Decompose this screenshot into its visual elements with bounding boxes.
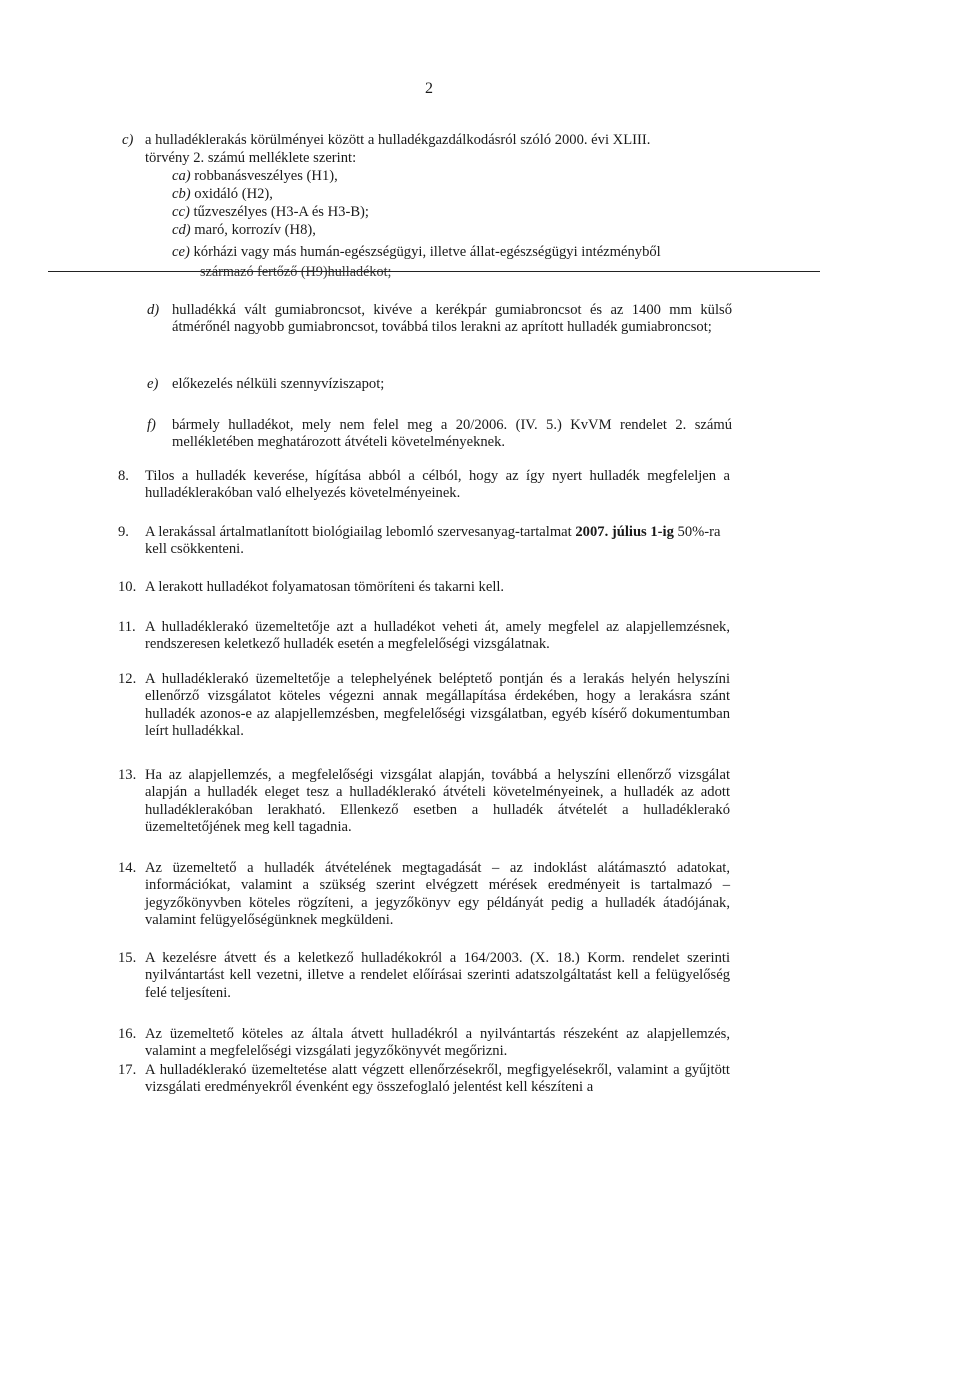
subitem-cc	[172, 204, 369, 221]
subitem-cd	[172, 222, 316, 239]
subitem-ce	[172, 244, 661, 261]
subitem-text: tűzveszélyes (H3-A és H3-B);	[193, 204, 369, 220]
point-number: 17.	[118, 1062, 137, 1078]
point-text-16: Az üzemeltető köteles az általa átvett hulladékról a nyilvántartás részeként az alapjellemzés, valamint a megfelelőségi vizsgálati jegyzőkönyvét megőrizni.	[145, 1026, 730, 1060]
item-e-text: előkezelés nélküli szennyvíziszapot;	[172, 376, 385, 392]
item-f-label: f)	[147, 417, 156, 433]
subitem-label: cb)	[172, 186, 191, 202]
point-text-11: A hulladéklerakó üzemeltetője azt a hulladékot veheti át, amely megfelel az alapjellemzésnek, rendszeresen keletkező hulladék esetén a megfelelőségi vizsgálatnak.	[145, 619, 730, 653]
point-9-part-a: A lerakással ártalmatlanított biológiailag lebomló szervesanyag-tartalmat	[145, 524, 576, 540]
point-text-12: A hulladéklerakó üzemeltetője a telephelyének beléptető pontján és a lerakás helyén helyszíni ellenőrző vizsgálatot köteles végezni annak megállapítása érdekében, hogy a lerakásra szánt hulladék azonos-e az alapjellemzésben, megfelelőségi vizsgálatban, egyéb kísérő dokumentumban leírt hulladékkal.	[145, 671, 730, 740]
point-number: 10.	[118, 579, 137, 595]
point-number: 16.	[118, 1026, 137, 1042]
item-d-text: hulladékká vált gumiabroncsot, kivéve a kerékpár gumiabroncsot és az 1400 mm külső átmérőnél nagyobb gumiabroncsot, továbbá tilos lerakni az aprított hulladék gumiabroncsot;	[172, 302, 732, 336]
item-c-line2: törvény 2. számú melléklete szerint:	[145, 150, 357, 166]
subitem-ca	[172, 168, 338, 185]
point-number: 12.	[118, 671, 137, 687]
subitem-label: ce)	[172, 244, 190, 260]
item-e-label: e)	[147, 376, 159, 392]
page-number: 2	[425, 80, 433, 97]
item-c-line1: a hulladéklerakás körülményei között a hulladékgazdálkodásról szóló 2000. évi XLIII.	[145, 132, 651, 148]
point-9-date: 2007. július 1-ig	[575, 524, 674, 540]
subitem-text: oxidáló (H2),	[194, 186, 273, 202]
point-text-17: A hulladéklerakó üzemeltetése alatt végzett ellenőrzésekről, megfigyelésekről, valamint a gyűjtött vizsgálati eredményekről évenként egy összefoglaló jelentést kell készíteni a	[145, 1062, 730, 1096]
point-text-8: Tilos a hulladék keverése, hígítása abból a célból, hogy az így nyert hulladék megfeleljen a hulladéklerakóban való elhelyezés követelményeinek.	[145, 468, 730, 502]
point-number: 9.	[118, 524, 129, 540]
subitem-text: maró, korrozív (H8),	[194, 222, 316, 238]
point-text-14: Az üzemeltető a hulladék átvételének megtagadását – az indoklást alátámasztó adatokat, információkat, valamint a szükség szerint elvégzett mérések eredményeit is tartalmazó – jegyzőkönyvben köteles rögzíteni, a jegyzőkönyv egy példányát pedig a hulladék átadójának, valamint felügyelőségünknek megküldeni.	[145, 860, 730, 929]
subitem-label: cd)	[172, 222, 191, 238]
subitem-label: cc)	[172, 204, 190, 220]
subitem-text: kórházi vagy más humán-egészségügyi, illetve állat-egészségügyi intézményből	[193, 244, 661, 260]
subitem-cb	[172, 186, 273, 203]
point-text-13: Ha az alapjellemzés, a megfelelőségi vizsgálat alapján, továbbá a helyszíni ellenőrző vizsgálat alapján a hulladék eleget tesz a hulladéklerakó átvételi követelményeinek, a hulladék az adott hulladéklerakóban lerakható. Ellenkező esetben a hulladék átvételét a hulladéklerakó üzemeltetőjének meg kell tagadnia.	[145, 767, 730, 836]
point-text-9	[145, 524, 730, 559]
point-9-part-b: 50%-ra kell csökkenteni.	[145, 524, 721, 558]
point-number: 15.	[118, 950, 137, 966]
point-number: 14.	[118, 860, 137, 876]
struck-line-text: származó fertőző (H9)hulladékot;	[200, 264, 392, 280]
point-text-10: A lerakott hulladékot folyamatosan tömöríteni és takarni kell.	[145, 579, 505, 595]
point-number: 11.	[118, 619, 136, 635]
point-number: 13.	[118, 767, 137, 783]
item-c-label: c)	[122, 132, 134, 148]
subitem-label: ca)	[172, 168, 191, 184]
item-f-text: bármely hulladékot, mely nem felel meg a 20/2006. (IV. 5.) KvVM rendelet 2. számú mellékletében meghatározott átvételi követelményeknek.	[172, 417, 732, 451]
strikethrough-rule	[48, 271, 820, 272]
item-d-label: d)	[147, 302, 160, 318]
subitem-text: robbanásveszélyes (H1),	[194, 168, 338, 184]
point-number: 8.	[118, 468, 129, 484]
point-text-15: A kezelésre átvett és a keletkező hulladékokról a 164/2003. (X. 18.) Korm. rendelet szerinti nyilvántartást kell vezetni, illetve a rendelet előírásai szerinti adatszolgáltatást kell a felügyelőség felé teljesíteni.	[145, 950, 730, 1001]
